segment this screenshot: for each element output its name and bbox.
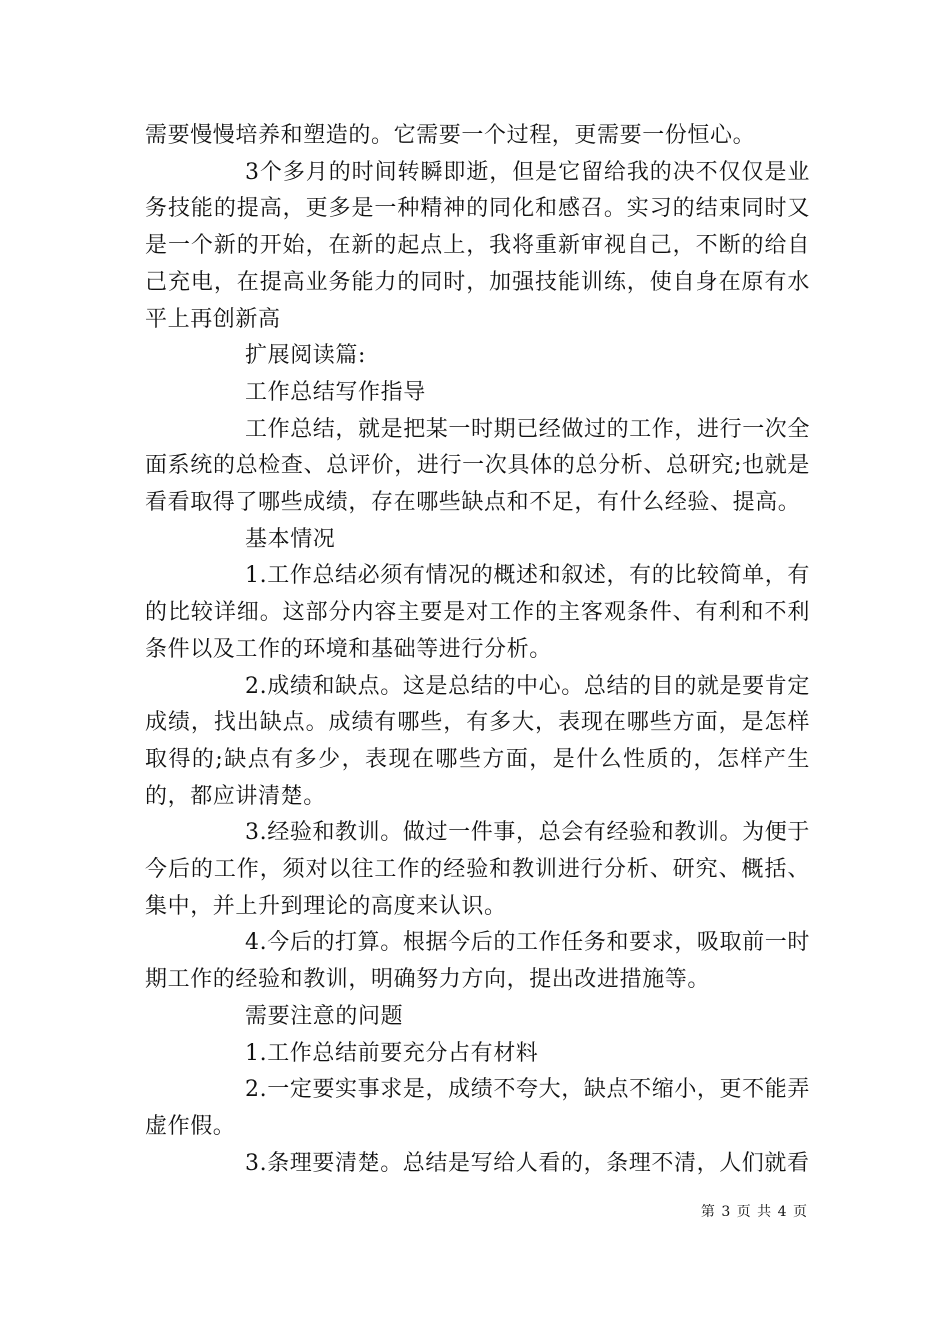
page-number: 第 3 页 共 4 页 xyxy=(700,1204,808,1220)
paragraph: 3个多月的时间转瞬即逝，但是它留给我的决不仅仅是业务技能的提高，更多是一种精神的同化和感召。实习的结束同时又是一个新的开始，在新的起点上，我将重新审视自己，不断的给自己充电，在提高业务能力的同时，加强技能训练，使自身在原有水平上再创新高 xyxy=(145,159,810,332)
list-item: 2.一定要实事求是，成绩不夸大，缺点不缩小，更不能弄虚作假。 xyxy=(145,1077,810,1139)
paragraph: 需要慢慢培养和塑造的。它需要一个过程，更需要一份恒心。 xyxy=(145,123,756,148)
list-item: 3.条理要清楚。总结是写给人看的，条理不清，人们就看 xyxy=(245,1150,810,1176)
list-item: 1.工作总结前要充分占有材料 xyxy=(245,1040,539,1066)
list-item: 1.工作总结必须有情况的概述和叙述，有的比较简单，有的比较详细。这部分内容主要是对工作的主客观条件、有利和不利条件以及工作的环境和基础等进行分析。 xyxy=(145,563,810,662)
paragraph: 工作总结，就是把某一时期已经做过的工作，进行一次全面系统的总检查、总评价，进行一次具体的总分析、总研究;也就是看看取得了哪些成绩，存在哪些缺点和不足，有什么经验、提高。 xyxy=(145,416,811,516)
section-heading: 工作总结写作指导 xyxy=(245,379,426,405)
list-item: 4.今后的打算。根据今后的工作任务和要求，吸取前一时期工作的经验和教训，明确努力方向，提出改进措施等。 xyxy=(145,930,810,993)
list-item: 3.经验和教训。做过一件事，总会有经验和教训。为便于今后的工作，须对以往工作的经验和教训进行分析、研究、概括、集中，并上升到理论的高度来认识。 xyxy=(145,820,810,919)
section-heading: 扩展阅读篇: xyxy=(245,343,367,369)
section-heading: 基本情况 xyxy=(245,526,336,552)
document-body xyxy=(145,118,810,1182)
section-heading: 需要注意的问题 xyxy=(245,1003,404,1029)
list-item: 2.成绩和缺点。这是总结的中心。总结的目的就是要肯定成绩，找出缺点。成绩有哪些，有多大，表现在哪些方面，是怎样取得的;缺点有多少，表现在哪些方面，是什么性质的，怎样产生的，都应讲清楚。 xyxy=(145,673,810,809)
